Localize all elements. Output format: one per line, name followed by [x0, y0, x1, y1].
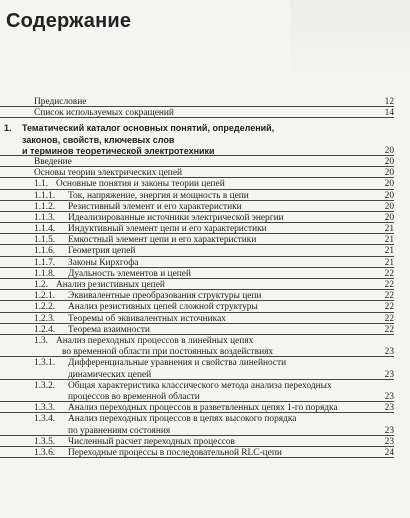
- toc-entry-title: законов, свойств, ключевых слов: [22, 134, 175, 145]
- toc-entry-number: 1.3.5.: [34, 436, 56, 447]
- toc-entry-number: 1.: [4, 123, 12, 134]
- toc-entry-title: Геометрия цепей: [68, 246, 136, 257]
- row-rule: [0, 211, 394, 212]
- toc-entry: [0, 358, 394, 380]
- toc-entry-page: 23: [384, 369, 394, 380]
- toc-entry-page: 22: [384, 302, 394, 313]
- toc-entry-title: Тематический каталог основных понятий, определений,: [22, 123, 275, 134]
- row-rule: [0, 457, 394, 458]
- toc-entry-number: 1.2.4.: [34, 324, 56, 335]
- toc-entry: [0, 258, 394, 269]
- toc-entry-title: Предисловие: [34, 97, 87, 107]
- toc-entry-number: 1.1.3.: [34, 212, 56, 223]
- toc-entry-number: 1.1.8.: [34, 268, 56, 279]
- toc-entry-number: 1.3.6.: [34, 447, 56, 458]
- toc-entry-number: 1.3.3.: [34, 403, 56, 414]
- toc-entry: [0, 403, 394, 414]
- toc-entry-title: Введение: [34, 156, 72, 167]
- toc-entry-number: 1.1.4.: [34, 224, 56, 235]
- row-rule: [0, 412, 394, 413]
- toc-entry-title: Анализ резистивных цепей сложной структуры: [68, 302, 258, 313]
- toc-entry: [0, 108, 394, 119]
- toc-entry-title: Анализ переходных процессов в цепях высокого порядка: [68, 414, 297, 425]
- toc-entry-number: 1.3.: [34, 335, 49, 346]
- toc-entry-title: Законы Кирхгофа: [68, 257, 139, 268]
- toc-entry-page: 21: [384, 246, 394, 257]
- toc-entry-number: 1.1.7.: [34, 257, 56, 268]
- toc-entry: [0, 448, 394, 459]
- row-rule: [0, 267, 394, 268]
- toc-entry-title: Теорема взаимности: [68, 324, 150, 335]
- toc-entry-page: 23: [384, 391, 394, 402]
- toc-entry-page: 23: [384, 436, 394, 447]
- toc-entry-title: процессов во временной области: [68, 391, 200, 402]
- toc-entry-page: 22: [384, 280, 394, 291]
- row-rule: [0, 401, 394, 402]
- toc-entry-page: 14: [384, 108, 394, 119]
- toc-entry-title: Дуальность элементов и цепей: [68, 268, 191, 279]
- toc-entry-number: 1.3.4.: [34, 414, 56, 425]
- toc-entry: [0, 202, 394, 213]
- toc-entry-title: во временной области при постоянных воздействиях: [62, 347, 274, 358]
- toc-entry: [0, 291, 394, 302]
- toc-entry: [0, 213, 394, 224]
- row-rule: [0, 278, 394, 279]
- toc-entry: [0, 191, 394, 202]
- toc-entry: [0, 123, 394, 157]
- toc-entry-number: 1.2.: [34, 280, 49, 291]
- toc-entry-page: 23: [384, 403, 394, 414]
- toc-entry: [0, 414, 394, 436]
- toc-entry: [0, 325, 394, 336]
- toc-entry-title: Анализ переходных процессов в разветвленных цепях 1-го порядка: [68, 403, 338, 414]
- row-rule: [0, 117, 394, 118]
- toc-entry-title: Основные понятия и законы теории цепей: [56, 179, 225, 190]
- toc-entry-page: 22: [384, 324, 394, 335]
- row-rule: [0, 222, 394, 223]
- toc-entry-title: Идеализированные источники электрической энергии: [68, 212, 284, 223]
- toc-entry-title: Анализ резистивных цепей: [56, 280, 165, 291]
- row-rule: [0, 200, 394, 201]
- toc-entry-number: 1.1.2.: [34, 201, 56, 212]
- row-rule: [0, 256, 394, 257]
- toc-entry: [0, 157, 394, 168]
- toc-entry-page: 21: [384, 224, 394, 235]
- toc-entry-page: 22: [384, 313, 394, 324]
- toc-entry-number: 1.1.6.: [34, 246, 56, 257]
- toc-entry: [0, 224, 394, 235]
- table-of-contents: [0, 97, 394, 459]
- toc-entry-title: Переходные процессы в последовательной RLC-цепи: [68, 447, 282, 458]
- toc-entry: [0, 336, 394, 358]
- toc-entry-title: динамических цепей: [68, 369, 152, 380]
- toc-entry: [0, 235, 394, 246]
- toc-entry-page: 23: [384, 347, 394, 358]
- toc-entry: [0, 269, 394, 280]
- toc-entry-number: 1.1.5.: [34, 235, 56, 246]
- page-title: Содержание: [6, 10, 132, 32]
- row-rule: [0, 155, 394, 156]
- toc-entry: [0, 280, 394, 291]
- toc-entry-title: по уравнениям состояния: [68, 425, 171, 436]
- toc-entry-page: 20: [384, 145, 394, 156]
- toc-entry-page: 21: [384, 257, 394, 268]
- toc-entry-title: Анализ переходных процессов в линейных цепях: [56, 335, 254, 346]
- toc-entry-title: Общая характеристика классического метода анализа переходных: [68, 380, 332, 391]
- toc-entry-title: Резистивный элемент и его характеристики: [68, 201, 242, 212]
- toc-entry-page: 22: [384, 291, 394, 302]
- toc-entry-title: Эквивалентные преобразования структуры цепи: [68, 291, 262, 302]
- toc-entry-title: Список используемых сокращений: [34, 108, 174, 119]
- toc-entry-page: 24: [384, 447, 394, 458]
- row-rule: [0, 312, 394, 313]
- toc-entry-page: 20: [384, 156, 394, 167]
- row-rule: [0, 189, 394, 190]
- toc-entry: [0, 437, 394, 448]
- toc-entry: [0, 302, 394, 313]
- row-rule: [0, 244, 394, 245]
- toc-entry-title: и терминов теоретической электротехники: [22, 145, 215, 156]
- row-rule: [0, 323, 394, 324]
- toc-entry: [0, 168, 394, 179]
- toc-entry-page: 12: [384, 97, 394, 107]
- toc-entry-number: 1.1.: [34, 179, 49, 190]
- toc-entry-page: 20: [384, 201, 394, 212]
- toc-entry-number: 1.1.1.: [34, 190, 56, 201]
- row-rule: [0, 166, 394, 167]
- row-rule: [0, 446, 394, 447]
- toc-entry-title: Дифференциальные уравнения и свойства линейности: [68, 358, 287, 369]
- page-bleed-shadow: [290, 0, 410, 90]
- toc-entry-number: 1.2.1.: [34, 291, 56, 302]
- toc-entry-page: 21: [384, 235, 394, 246]
- toc-entry-title: Ток, напряжение, энергия и мощность в цепи: [68, 190, 249, 201]
- toc-entry-page: 20: [384, 179, 394, 190]
- toc-entry-page: 20: [384, 190, 394, 201]
- toc-entry: [0, 97, 394, 108]
- row-rule: [0, 334, 394, 335]
- toc-entry: [0, 314, 394, 325]
- toc-entry-number: 1.2.2.: [34, 302, 56, 313]
- toc-entry-page: 20: [384, 168, 394, 179]
- toc-entry-title: Индуктивный элемент цепи и его характеристики: [68, 224, 267, 235]
- toc-entry-title: Емкостный элемент цепи и его характеристики: [68, 235, 257, 246]
- toc-entry-title: Теоремы об эквивалентных источниках: [68, 313, 226, 324]
- row-rule: [0, 379, 394, 380]
- toc-entry-title: Основы теории электрических цепей: [34, 168, 183, 179]
- toc-entry-number: 1.3.2.: [34, 380, 56, 391]
- toc-entry-title: Численный расчет переходных процессов: [68, 436, 235, 447]
- toc-entry-page: 23: [384, 425, 394, 436]
- toc-entry-number: 1.3.1.: [34, 358, 56, 369]
- row-rule: [0, 435, 394, 436]
- toc-entry: [0, 246, 394, 257]
- toc-entry: [0, 381, 394, 403]
- toc-entry-page: 20: [384, 212, 394, 223]
- toc-entry-number: 1.2.3.: [34, 313, 56, 324]
- toc-entry-page: 22: [384, 268, 394, 279]
- toc-entry: [0, 179, 394, 190]
